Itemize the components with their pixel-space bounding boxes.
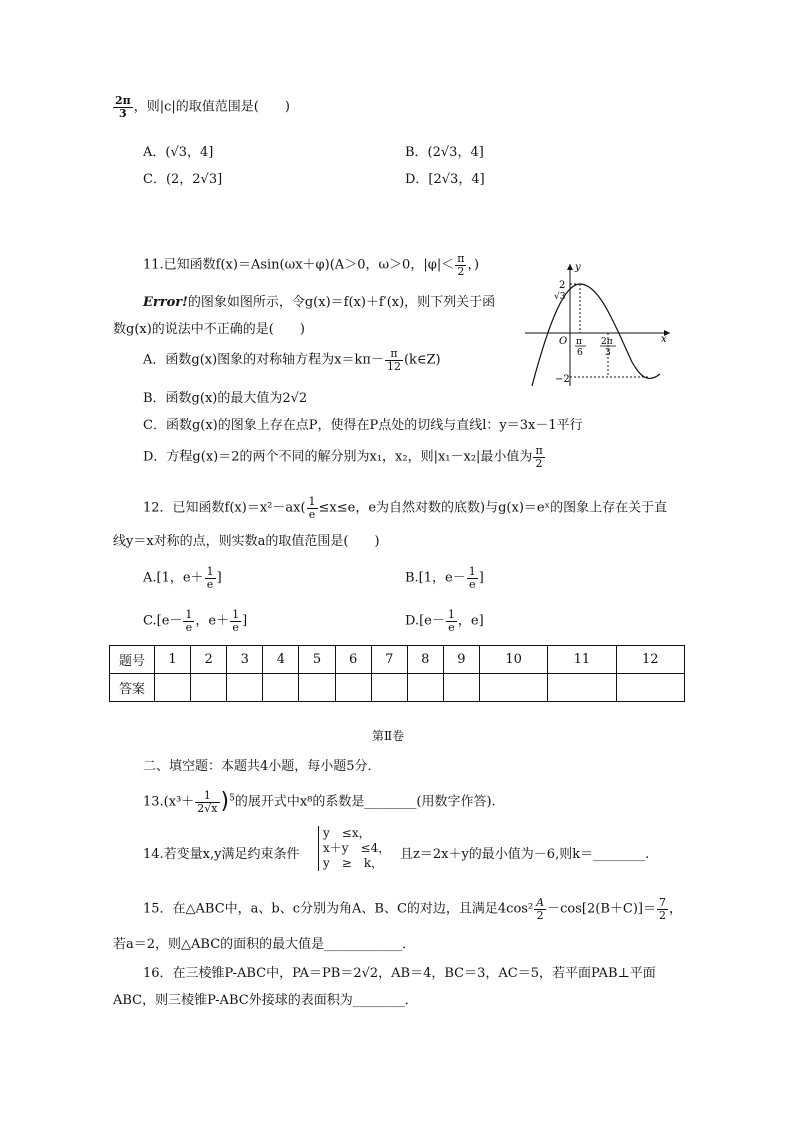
table-cell: 10: [479, 646, 547, 674]
answer-cell[interactable]: [191, 674, 227, 702]
q10-stem: $\frac{2\pi}{3}$ ，则|c|的取值范围是( ): [115, 94, 290, 120]
q12-line1: 12．已知函数f(x)＝x²－ax( $\frac{1}{e}$ ≤x≤e，e为自然对数的底数)与g(x)＝eˣ的图象上存在关于直: [143, 495, 668, 521]
q11-option-c: C．函数g(x)的图象上存在点P，使得在P点处的切线与直线l：y＝3x－1平行: [143, 418, 583, 433]
q12-option-b: B.[1，e－ $\frac{1}{e}$ ]: [405, 565, 484, 591]
table-cell: 1: [155, 646, 191, 674]
y-label: y: [575, 262, 581, 273]
q11-pi-half: $\frac{\pi}{2}$: [457, 252, 465, 278]
table-row-numbers: [110, 646, 685, 674]
tick1-den: 6: [577, 348, 583, 358]
origin-label: O: [559, 336, 568, 347]
q12-option-a: A.[1，e＋ $\frac{1}{e}$ ]: [143, 565, 222, 591]
q10-option-b: B．(2√3，4]: [405, 145, 484, 160]
table-cell: 6: [335, 646, 371, 674]
q10-option-a: A．(√3，4]: [143, 145, 214, 160]
section-heading: 二、填空题：本题共4小题，每小题5分．: [143, 759, 381, 774]
q11-line1: 11.已知函数f(x)＝Asin(ωx＋φ)(A＞0，ω＞0，|φ|＜ $\frac{\pi}{2}$ ，): [143, 252, 480, 278]
sine-graph: [520, 258, 680, 390]
q15-line1: 15．在△ABC中，a、b、c分别为角A、B、C的对边，且满足4cos² $\frac{A}{2}$ －cos[2(B＋C)]＝ $\frac{7}{2}$ ，: [143, 896, 682, 922]
q12-option-d: D.[e－ $\frac{1}{e}$ ，e]: [405, 608, 484, 634]
constraint-1: y ≤x，: [323, 826, 371, 840]
answer-cell[interactable]: [616, 674, 684, 702]
q11-line2: Error!的图象如图所示，令g(x)＝f(x)＋f′(x)，则下列关于函: [143, 295, 496, 310]
answer-cell[interactable]: [263, 674, 299, 702]
answer-cell[interactable]: [407, 674, 443, 702]
q13: 13.(x³＋ $\frac{1}{2√x}$ )$^5$的展开式中x⁸的系数是________(用数字作答).: [143, 789, 496, 815]
q15-line2: 若a＝2，则△ABC的面积的最大值是____________．: [113, 937, 416, 952]
table-cell: 8: [407, 646, 443, 674]
x-label: x: [661, 334, 667, 345]
constraint-2: x＋y ≤4，: [323, 841, 391, 855]
q10-option-d: D．[2√3，4]: [405, 172, 485, 187]
table-cell: 9: [443, 646, 479, 674]
ymax-label: 2: [559, 280, 566, 291]
error-marker: Error!: [143, 295, 188, 310]
q11-line3: 数g(x)的说法中不正确的是( ): [113, 322, 305, 337]
table-header-number: 题号: [110, 646, 155, 674]
q14-constraints: [318, 826, 390, 871]
y-axis-arrow: [567, 264, 573, 270]
part2-title: 第Ⅱ卷: [372, 729, 405, 743]
answer-cell[interactable]: [479, 674, 547, 702]
table-row-answers: [110, 674, 685, 702]
answer-table: [109, 645, 685, 702]
constraint-3: y ≥ k，: [323, 856, 384, 870]
ymin-label: −2: [555, 374, 570, 385]
answer-cell[interactable]: [371, 674, 407, 702]
table-cell: 2: [191, 646, 227, 674]
answer-cell[interactable]: [548, 674, 616, 702]
sine-curve: [532, 284, 660, 386]
q14-post: 且z＝2x＋y的最小值为－6,则k＝________.: [400, 847, 650, 862]
yint-label: √3: [554, 292, 566, 302]
answer-cell[interactable]: [335, 674, 371, 702]
table-cell: 7: [371, 646, 407, 674]
tick2-den: 3: [605, 348, 611, 358]
table-cell: 12: [616, 646, 684, 674]
q16-line1: 16．在三棱锥P-ABC中，PA＝PB＝2√2，AB＝4，BC＝3，AC＝5，若平面PAB⊥平面: [143, 966, 656, 981]
table-cell: 4: [263, 646, 299, 674]
q10-fraction: $\frac{2\pi}{3}$: [115, 94, 131, 120]
table-cell: 5: [299, 646, 335, 674]
q14-pre: 14.若变量x,y满足约束条件: [143, 847, 300, 862]
q11-option-b: B．函数g(x)的最大值为2√2: [143, 391, 308, 406]
table-header-answer: 答案: [110, 674, 155, 702]
q11-option-a: A．函数g(x)图象的对称轴方程为x＝kπ－ $\frac{\pi}{12}$ (k∈Z): [143, 347, 441, 373]
q10-option-c: C．(2，2√3]: [143, 172, 223, 187]
q12-option-c: C.[e－ $\frac{1}{e}$ ，e＋ $\frac{1}{e}$ ]: [143, 608, 248, 634]
answer-cell[interactable]: [155, 674, 191, 702]
table-cell: 3: [227, 646, 263, 674]
answer-cell[interactable]: [227, 674, 263, 702]
q12-line2: 线y＝x对称的点，则实数a的取值范围是( ): [113, 534, 380, 549]
q11-option-d: D．方程g(x)＝2的两个不同的解分别为x₁，x₂，则|x₁－x₂|最小值为 $\frac{\pi}{2}$: [143, 444, 543, 470]
table-cell: 11: [548, 646, 616, 674]
q16-line2: ABC，则三棱锥P-ABC外接球的表面积为________．: [113, 993, 418, 1008]
answer-cell[interactable]: [443, 674, 479, 702]
answer-cell[interactable]: [299, 674, 335, 702]
tick2-num: 2π: [601, 337, 613, 347]
tick1-num: π: [576, 337, 582, 347]
